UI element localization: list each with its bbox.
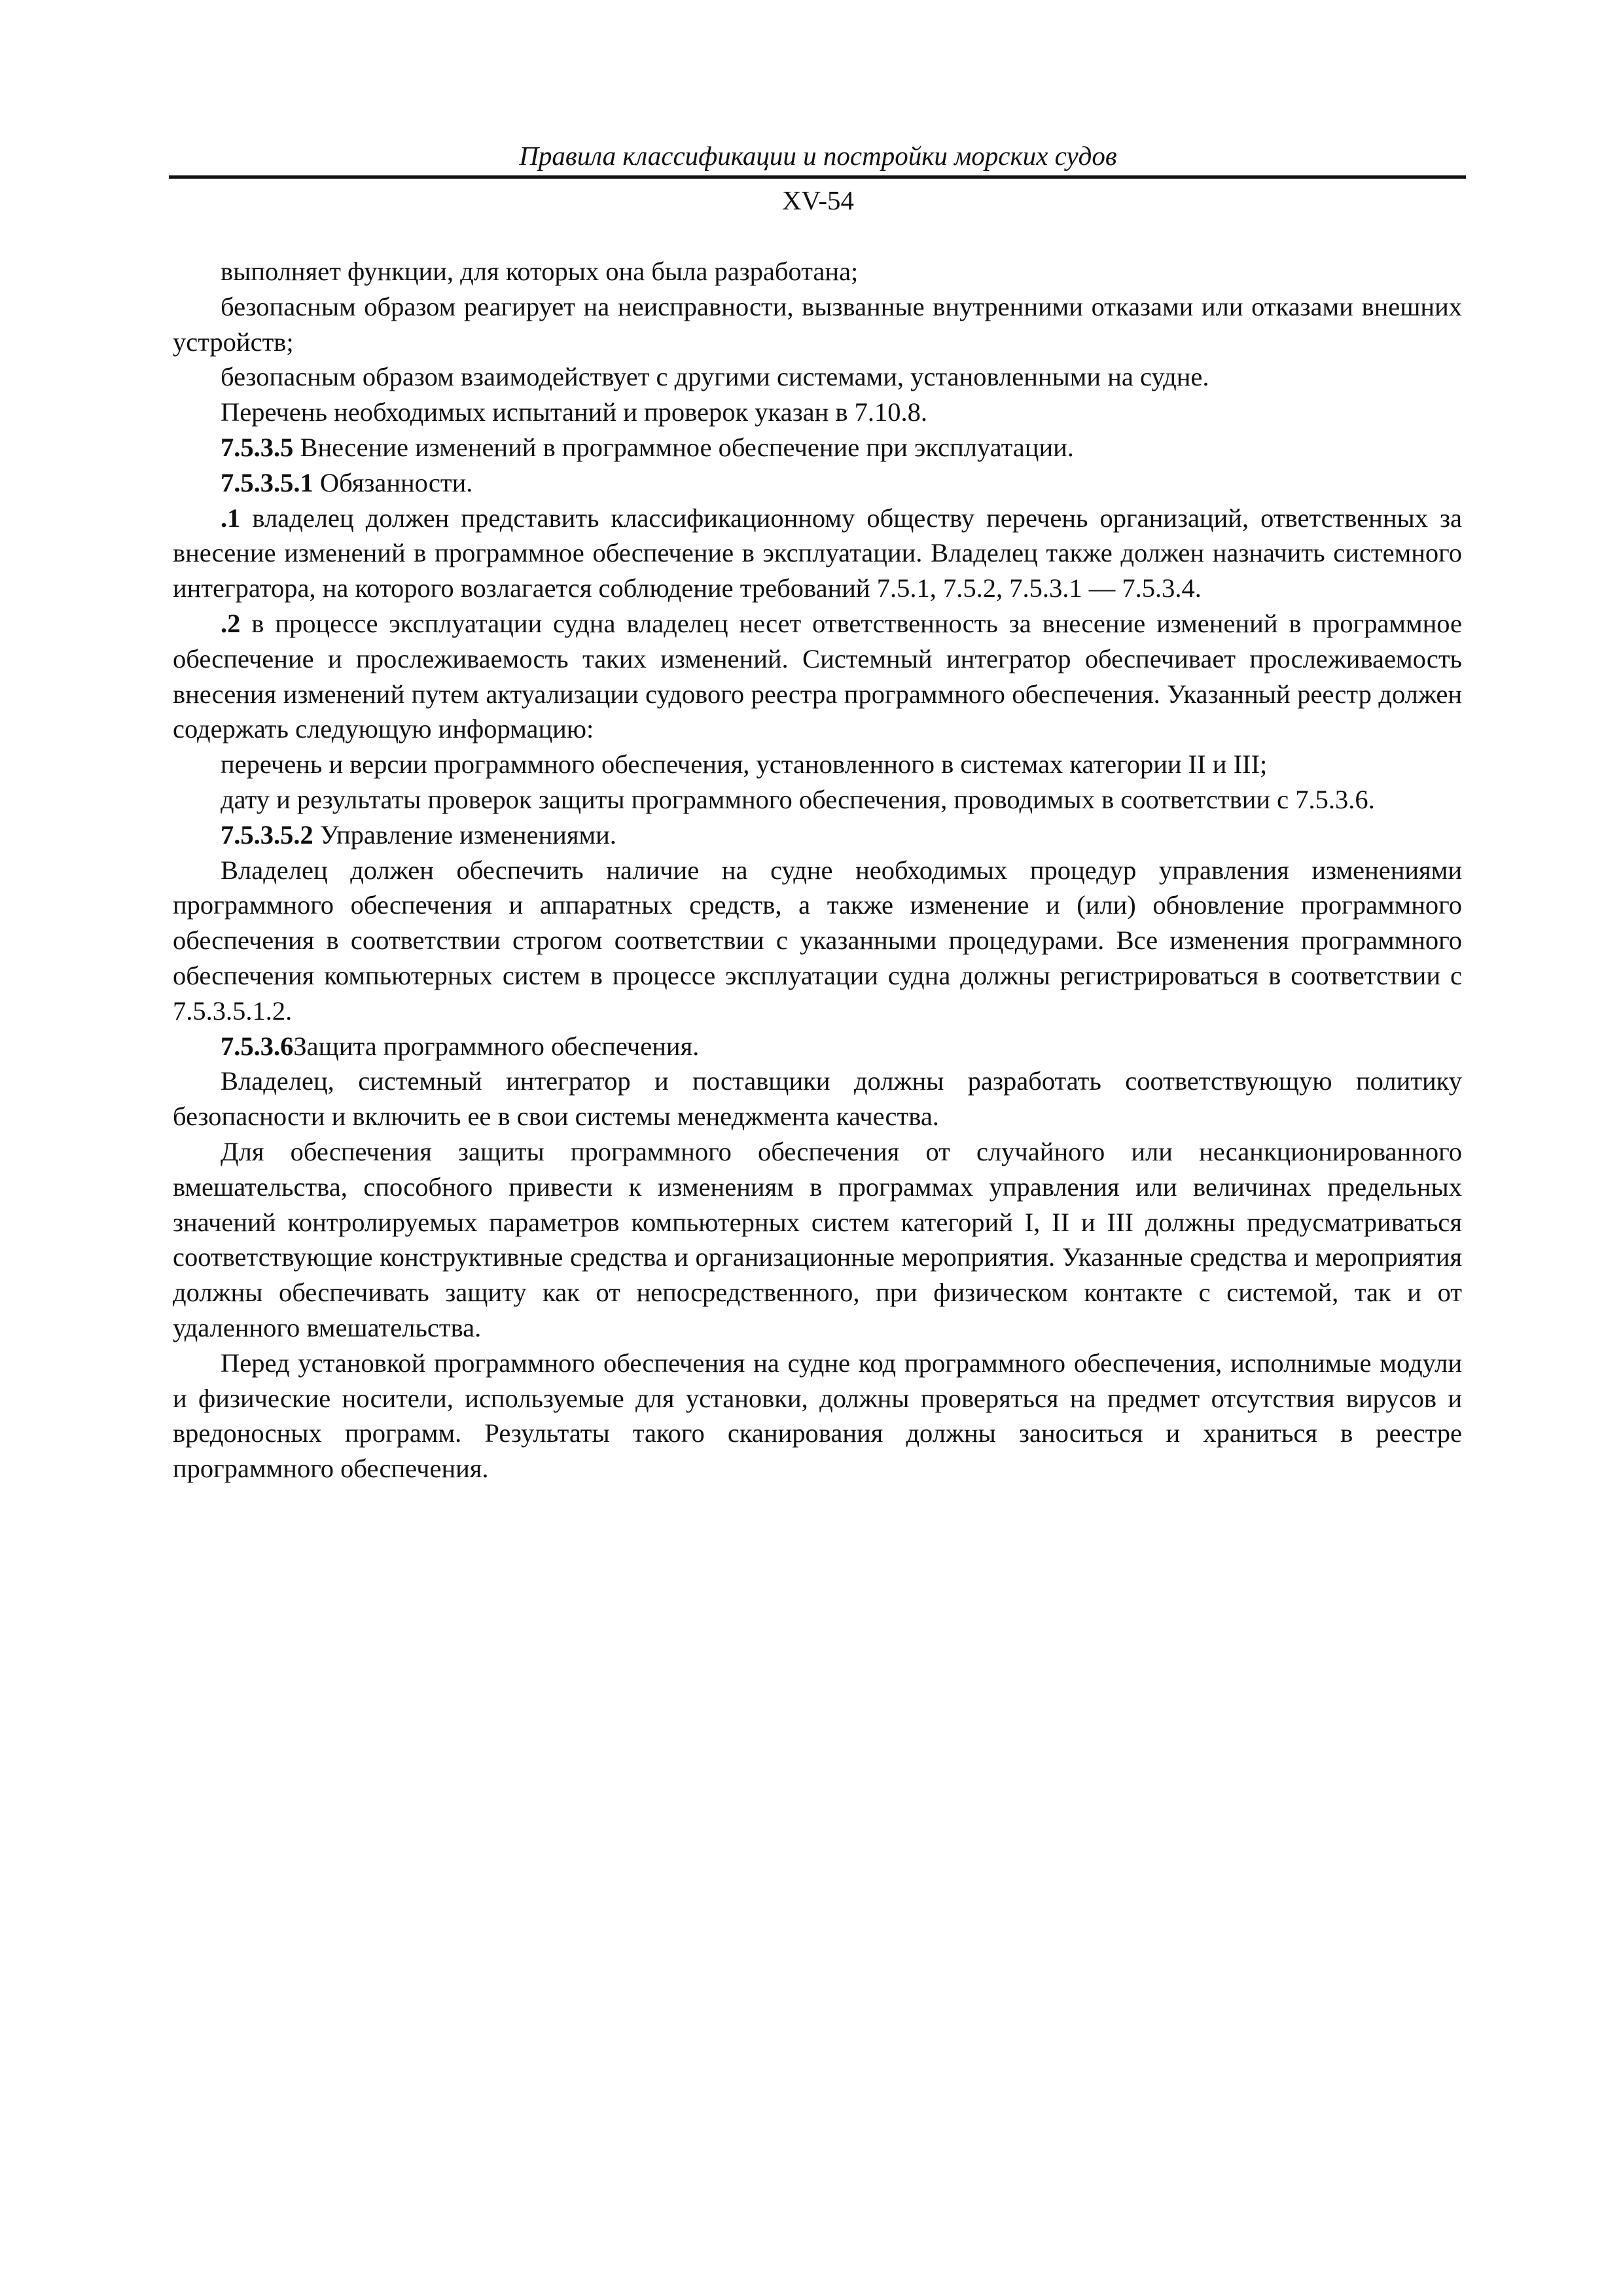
running-head-title: Правила классификации и постройки морских судов <box>519 141 1117 171</box>
page-number: XV-54 <box>781 185 855 215</box>
paragraph: Для обеспечения защиты программного обеспечения от случайного или несанкционированного вмешательства, способного привести к изменениям в программах управления или величинах предельных значений контролируемых параметров компьютерных систем категорий I, II и III должны предусматриваться соответствующие конструктивные средства и организационные мероприятия. Указанные средства и мероприятия должны обеспечивать защиту как от непосредственного, при физическом контакте с системой, так и от удаленного вмешательства. <box>173 1136 1462 1342</box>
list-item-2 <box>173 606 1462 747</box>
section-heading-7-5-3-5-2 <box>173 817 1462 853</box>
header-divider <box>169 175 1466 179</box>
item-text: владелец должен представить классификационному обществу перечень организаций, ответственных за внесение изменений в программное обеспечение в эксплуатации. Владелец также должен назначить системного интегратора, на которого возлагается соблюдение требований 7.5.1, 7.5.2, 7.5.3.1 — 7.5.3.4. <box>173 503 1462 603</box>
paragraph: Перечень необходимых испытаний и проверок указан в 7.10.8. <box>221 397 927 427</box>
section-heading-7-5-3-6 <box>173 1029 1462 1064</box>
section-heading-7-5-3-5 <box>173 430 1462 465</box>
item-text: в процессе эксплуатации судна владелец несет ответственность за внесение изменений в программное обеспечение и прослеживаемость таких изменений. Системный интегратор обеспечивает прослеживаемость внесения изменений путем актуализации судового реестра программного обеспечения. Указанный реестр должен содержать следующую информацию: <box>173 608 1462 744</box>
paragraph: безопасным образом взаимодействует с другими системами, установленными на судне. <box>221 362 1209 392</box>
paragraph: выполняет функции, для которых она была разработана; <box>221 257 859 286</box>
item-number: .2 <box>221 608 241 638</box>
section-heading-7-5-3-5-1 <box>173 465 1462 501</box>
document-body <box>173 254 1462 1486</box>
section-title: Защита программного обеспечения. <box>293 1031 700 1061</box>
section-number: 7.5.3.5.1 <box>221 467 313 497</box>
section-number: 7.5.3.5.2 <box>221 819 313 850</box>
section-title: Обязанности. <box>313 467 473 497</box>
section-title: Внесение изменений в программное обеспечение при эксплуатации. <box>293 432 1074 462</box>
paragraph: Перед установкой программного обеспечения на судне код программного обеспечения, исполнимые модули и физические носители, используемые для установки, должны проверяться на предмет отсутствия вирусов и вредоносных программ. Результаты такого сканирования должны заноситься и храниться в реестре программного обеспечения. <box>173 1348 1462 1484</box>
list-item-1 <box>173 501 1462 606</box>
section-number: 7.5.3.5 <box>221 432 294 462</box>
paragraph: Владелец, системный интегратор и поставщики должны разработать соответствующую политику безопасности и включить ее в свои системы менеджмента качества. <box>173 1066 1462 1132</box>
paragraph: дату и результаты проверок защиты программного обеспечения, проводимых в соответствии с 7.5.3.6. <box>221 784 1375 814</box>
section-title: Управление изменениями. <box>313 819 616 850</box>
item-number: .1 <box>221 503 241 533</box>
paragraph: перечень и версии программного обеспечения, установленного в системах категории II и III; <box>221 749 1268 780</box>
paragraph: безопасным образом реагирует на неисправности, вызванные внутренними отказами или отказами внешних устройств; <box>173 291 1462 357</box>
paragraph: Владелец должен обеспечить наличие на судне необходимых процедур управления изменениями программного обеспечения и аппаратных средств, а также изменение и (или) обновление программного обеспечения в соответствии строгом соответствии с указанными процедурами. Все изменения программного обеспечения компьютерных систем в процессе эксплуатации судна должны регистрироваться в соответствии с 7.5.3.5.1.2. <box>173 855 1462 1026</box>
section-number: 7.5.3.6 <box>221 1031 294 1061</box>
